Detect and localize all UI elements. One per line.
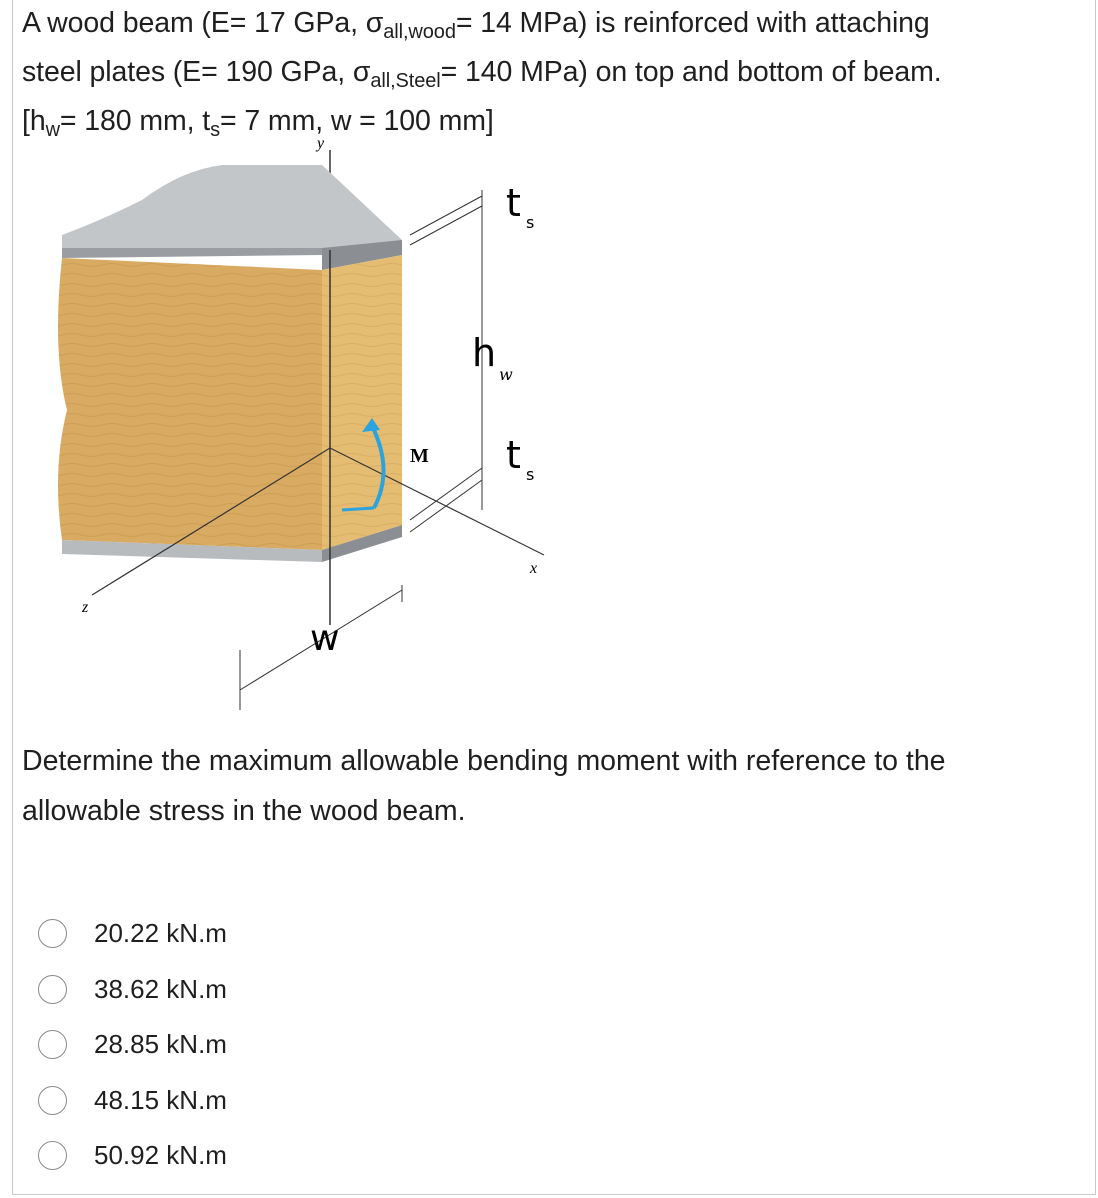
- answer-option[interactable]: [38, 962, 227, 1018]
- question-line-1: Determine the maximum allowable bending moment with reference to the: [22, 745, 946, 777]
- answer-option-label: 48.15 kN.m: [94, 1084, 227, 1115]
- problem-line-1: A wood beam (E= 17 GPa, $\sigma_{all,wood}= 14$ MPa) is reinforced with attaching: [22, 7, 930, 43]
- label-width: w: [310, 618, 340, 659]
- radio-button[interactable]: [38, 1030, 67, 1059]
- label-hw: h: [472, 331, 497, 375]
- answer-options: [38, 906, 227, 1184]
- radio-button[interactable]: [38, 1141, 67, 1170]
- beam-diagram: [22, 130, 562, 720]
- answer-option-label: 20.22 kN.m: [94, 918, 227, 949]
- answer-option[interactable]: [38, 1128, 227, 1184]
- label-x-axis: x: [530, 560, 538, 577]
- problem-line-2: steel plates (E= 190 GPa, $\sigma_{all,Steel}= 140$ MPa) on top and bottom of beam.: [22, 56, 942, 92]
- wood-grain: [58, 258, 322, 550]
- answer-option-label: 50.92 kN.m: [94, 1140, 227, 1171]
- label-y-axis: y: [317, 135, 325, 152]
- beam-figure: [22, 130, 562, 720]
- radio-button[interactable]: [38, 975, 67, 1004]
- svg-text:s: s: [526, 465, 535, 484]
- question-line-2: allowable stress in the wood beam.: [22, 795, 466, 827]
- label-ts-bottom: t: [506, 433, 521, 477]
- problem-line-3: [$h_w= 180$ mm, $t_s= 7$ mm, w = 100 mm]: [22, 105, 494, 141]
- answer-option-label: 38.62 kN.m: [94, 973, 227, 1004]
- label-ts-top: t: [506, 181, 521, 225]
- label-z-axis: z: [82, 599, 89, 616]
- answer-option[interactable]: [38, 1017, 227, 1073]
- answer-option[interactable]: [38, 1073, 227, 1129]
- svg-text:s: s: [526, 213, 535, 232]
- radio-button[interactable]: [38, 919, 67, 948]
- steel-top-face: [62, 165, 402, 248]
- answer-option-label: 28.85 kN.m: [94, 1029, 227, 1060]
- svg-text:w: w: [499, 365, 513, 384]
- problem-statement: [22, 0, 1082, 147]
- radio-button[interactable]: [38, 1086, 67, 1115]
- answer-option[interactable]: [38, 906, 227, 962]
- label-moment: M: [410, 445, 429, 467]
- question-text: [22, 736, 1082, 836]
